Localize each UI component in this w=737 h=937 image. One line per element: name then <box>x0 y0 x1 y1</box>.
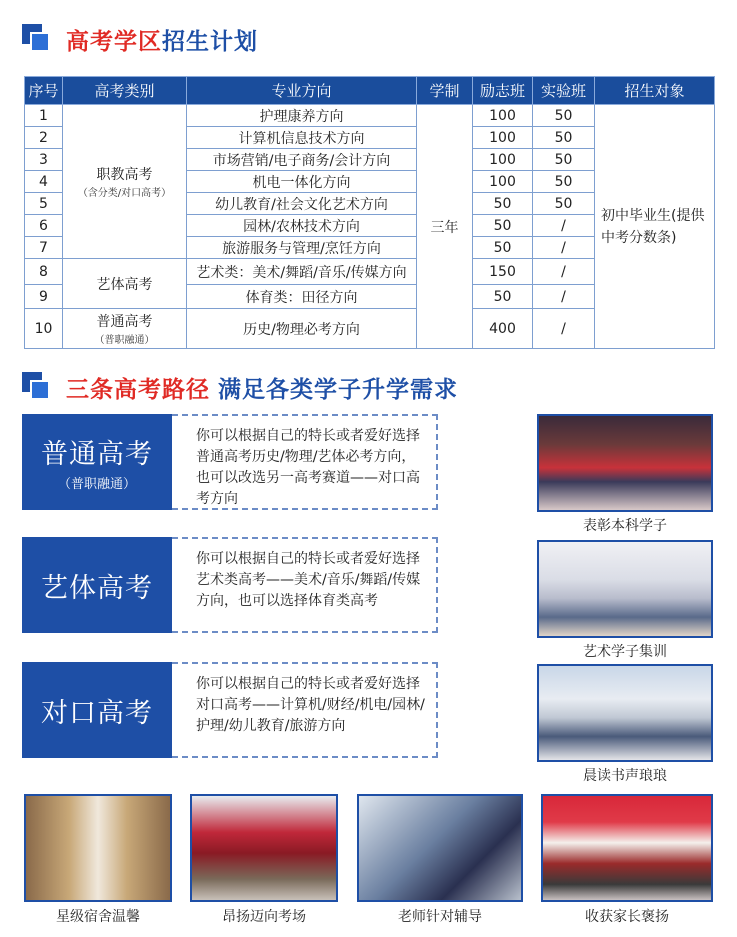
cell-no: 10 <box>25 309 63 349</box>
heading-square-icon <box>22 24 52 54</box>
photo-exam-gate <box>190 794 338 928</box>
heading-blue-text: 招生计划 <box>162 28 258 55</box>
cell-no: 5 <box>25 193 63 215</box>
art-training-image <box>537 540 713 638</box>
cell-lizhi: 50 <box>473 193 533 215</box>
cell-category-general <box>63 309 187 349</box>
exam-gate-image <box>190 794 338 902</box>
photo-caption: 艺术学子集训 <box>583 644 667 660</box>
route-title: 普通高考 <box>41 439 153 470</box>
cell-lizhi: 50 <box>473 215 533 237</box>
cell-no: 2 <box>25 127 63 149</box>
route-tag <box>22 537 172 633</box>
cell-shiyan: 50 <box>533 193 595 215</box>
honor-students-image <box>537 414 713 512</box>
cell-lizhi: 50 <box>473 285 533 309</box>
photo-dormitory <box>24 794 172 928</box>
category-label: 职教高考 <box>96 167 153 183</box>
cell-shiyan: 50 <box>533 127 595 149</box>
cell-shiyan: / <box>533 215 595 237</box>
cell-shiyan: / <box>533 237 595 259</box>
header-duration: 学制 <box>417 77 473 105</box>
header-category: 高考类别 <box>63 77 187 105</box>
cell-major: 旅游服务与管理/烹饪方向 <box>187 237 417 259</box>
cell-no: 7 <box>25 237 63 259</box>
cell-shiyan: / <box>533 309 595 349</box>
parent-praise-image <box>541 794 713 902</box>
table-header-row <box>25 77 715 105</box>
category-label: 普通高考 <box>96 314 153 330</box>
photo-art-training <box>537 540 713 662</box>
cell-major: 园林/农林技术方向 <box>187 215 417 237</box>
photo-caption: 表彰本科学子 <box>583 518 667 534</box>
section-heading-routes <box>22 370 458 404</box>
cell-major: 机电一体化方向 <box>187 171 417 193</box>
route-title: 艺体高考 <box>41 572 153 604</box>
photo-honor-students <box>537 414 713 536</box>
route-card-vocational <box>22 662 438 758</box>
cell-lizhi: 100 <box>473 105 533 127</box>
cell-shiyan: 50 <box>533 105 595 127</box>
route-description: 你可以根据自己的特长或者爱好选择普通高考历史/物理/艺体必考方向，也可以改选另一高考赛道——对口高考方向 <box>172 414 438 510</box>
category-sublabel: （含分类/对口高考） <box>77 188 172 199</box>
morning-reading-image <box>537 664 713 762</box>
cell-lizhi: 100 <box>473 127 533 149</box>
photo-caption: 晨读书声琅琅 <box>583 768 667 784</box>
cell-major: 幼儿教育/社会文化艺术方向 <box>187 193 417 215</box>
dormitory-image <box>24 794 172 902</box>
cell-major: 护理康养方向 <box>187 105 417 127</box>
heading-red-text: 高考学区 <box>66 28 162 55</box>
route-description: 你可以根据自己的特长或者爱好选择对口高考——计算机/财经/机电/园林/护理/幼儿教育/旅游方向 <box>172 662 438 758</box>
photo-parent-praise <box>541 794 713 928</box>
cell-lizhi: 100 <box>473 149 533 171</box>
photo-caption: 星级宿舍温馨 <box>56 909 140 925</box>
header-shiyan: 实验班 <box>533 77 595 105</box>
photo-caption: 昂扬迈向考场 <box>222 909 306 925</box>
cell-major: 艺术类：美术/舞蹈/音乐/传媒方向 <box>187 259 417 285</box>
category-sublabel: （普职融通） <box>94 335 155 346</box>
cell-no: 3 <box>25 149 63 171</box>
header-target: 招生对象 <box>595 77 715 105</box>
cell-shiyan: / <box>533 259 595 285</box>
route-subtitle: （普职融通） <box>57 477 136 492</box>
header-lizhi: 励志班 <box>473 77 533 105</box>
cell-shiyan: 50 <box>533 171 595 193</box>
route-tag <box>22 662 172 758</box>
route-description: 你可以根据自己的特长或者爱好选择艺术类高考——美术/音乐/舞蹈/传媒方向，也可以选择体育类高考 <box>172 537 438 633</box>
heading-blue-text: 满足各类学子升学需求 <box>218 376 458 403</box>
cell-lizhi: 100 <box>473 171 533 193</box>
cell-target: 初中毕业生(提供中考分数条) <box>595 105 715 349</box>
cell-duration: 三年 <box>417 105 473 349</box>
heading-red-text: 三条高考路径 <box>66 376 210 403</box>
cell-shiyan: 50 <box>533 149 595 171</box>
cell-lizhi: 400 <box>473 309 533 349</box>
cell-major: 计算机信息技术方向 <box>187 127 417 149</box>
cell-major: 体育类：田径方向 <box>187 285 417 309</box>
cell-no: 9 <box>25 285 63 309</box>
cell-lizhi: 50 <box>473 237 533 259</box>
header-major: 专业方向 <box>187 77 417 105</box>
table-row <box>25 105 715 127</box>
cell-no: 8 <box>25 259 63 285</box>
cell-no: 1 <box>25 105 63 127</box>
tutoring-image <box>357 794 523 902</box>
photo-caption: 老师针对辅导 <box>398 909 482 925</box>
photo-caption: 收获家长褒扬 <box>585 909 669 925</box>
route-tag <box>22 414 172 510</box>
heading-square-icon <box>22 372 52 402</box>
route-title: 对口高考 <box>41 697 153 729</box>
cell-no: 6 <box>25 215 63 237</box>
photo-morning-reading <box>537 664 713 786</box>
cell-category-vocational <box>63 105 187 259</box>
enrollment-table <box>24 76 715 349</box>
header-no: 序号 <box>25 77 63 105</box>
cell-shiyan: / <box>533 285 595 309</box>
route-card-general <box>22 414 438 510</box>
cell-category-art: 艺体高考 <box>63 259 187 309</box>
cell-no: 4 <box>25 171 63 193</box>
cell-major: 历史/物理必考方向 <box>187 309 417 349</box>
cell-lizhi: 150 <box>473 259 533 285</box>
section-heading-plan <box>22 22 258 56</box>
route-card-art <box>22 537 438 633</box>
cell-major: 市场营销/电子商务/会计方向 <box>187 149 417 171</box>
photo-tutoring <box>357 794 523 928</box>
